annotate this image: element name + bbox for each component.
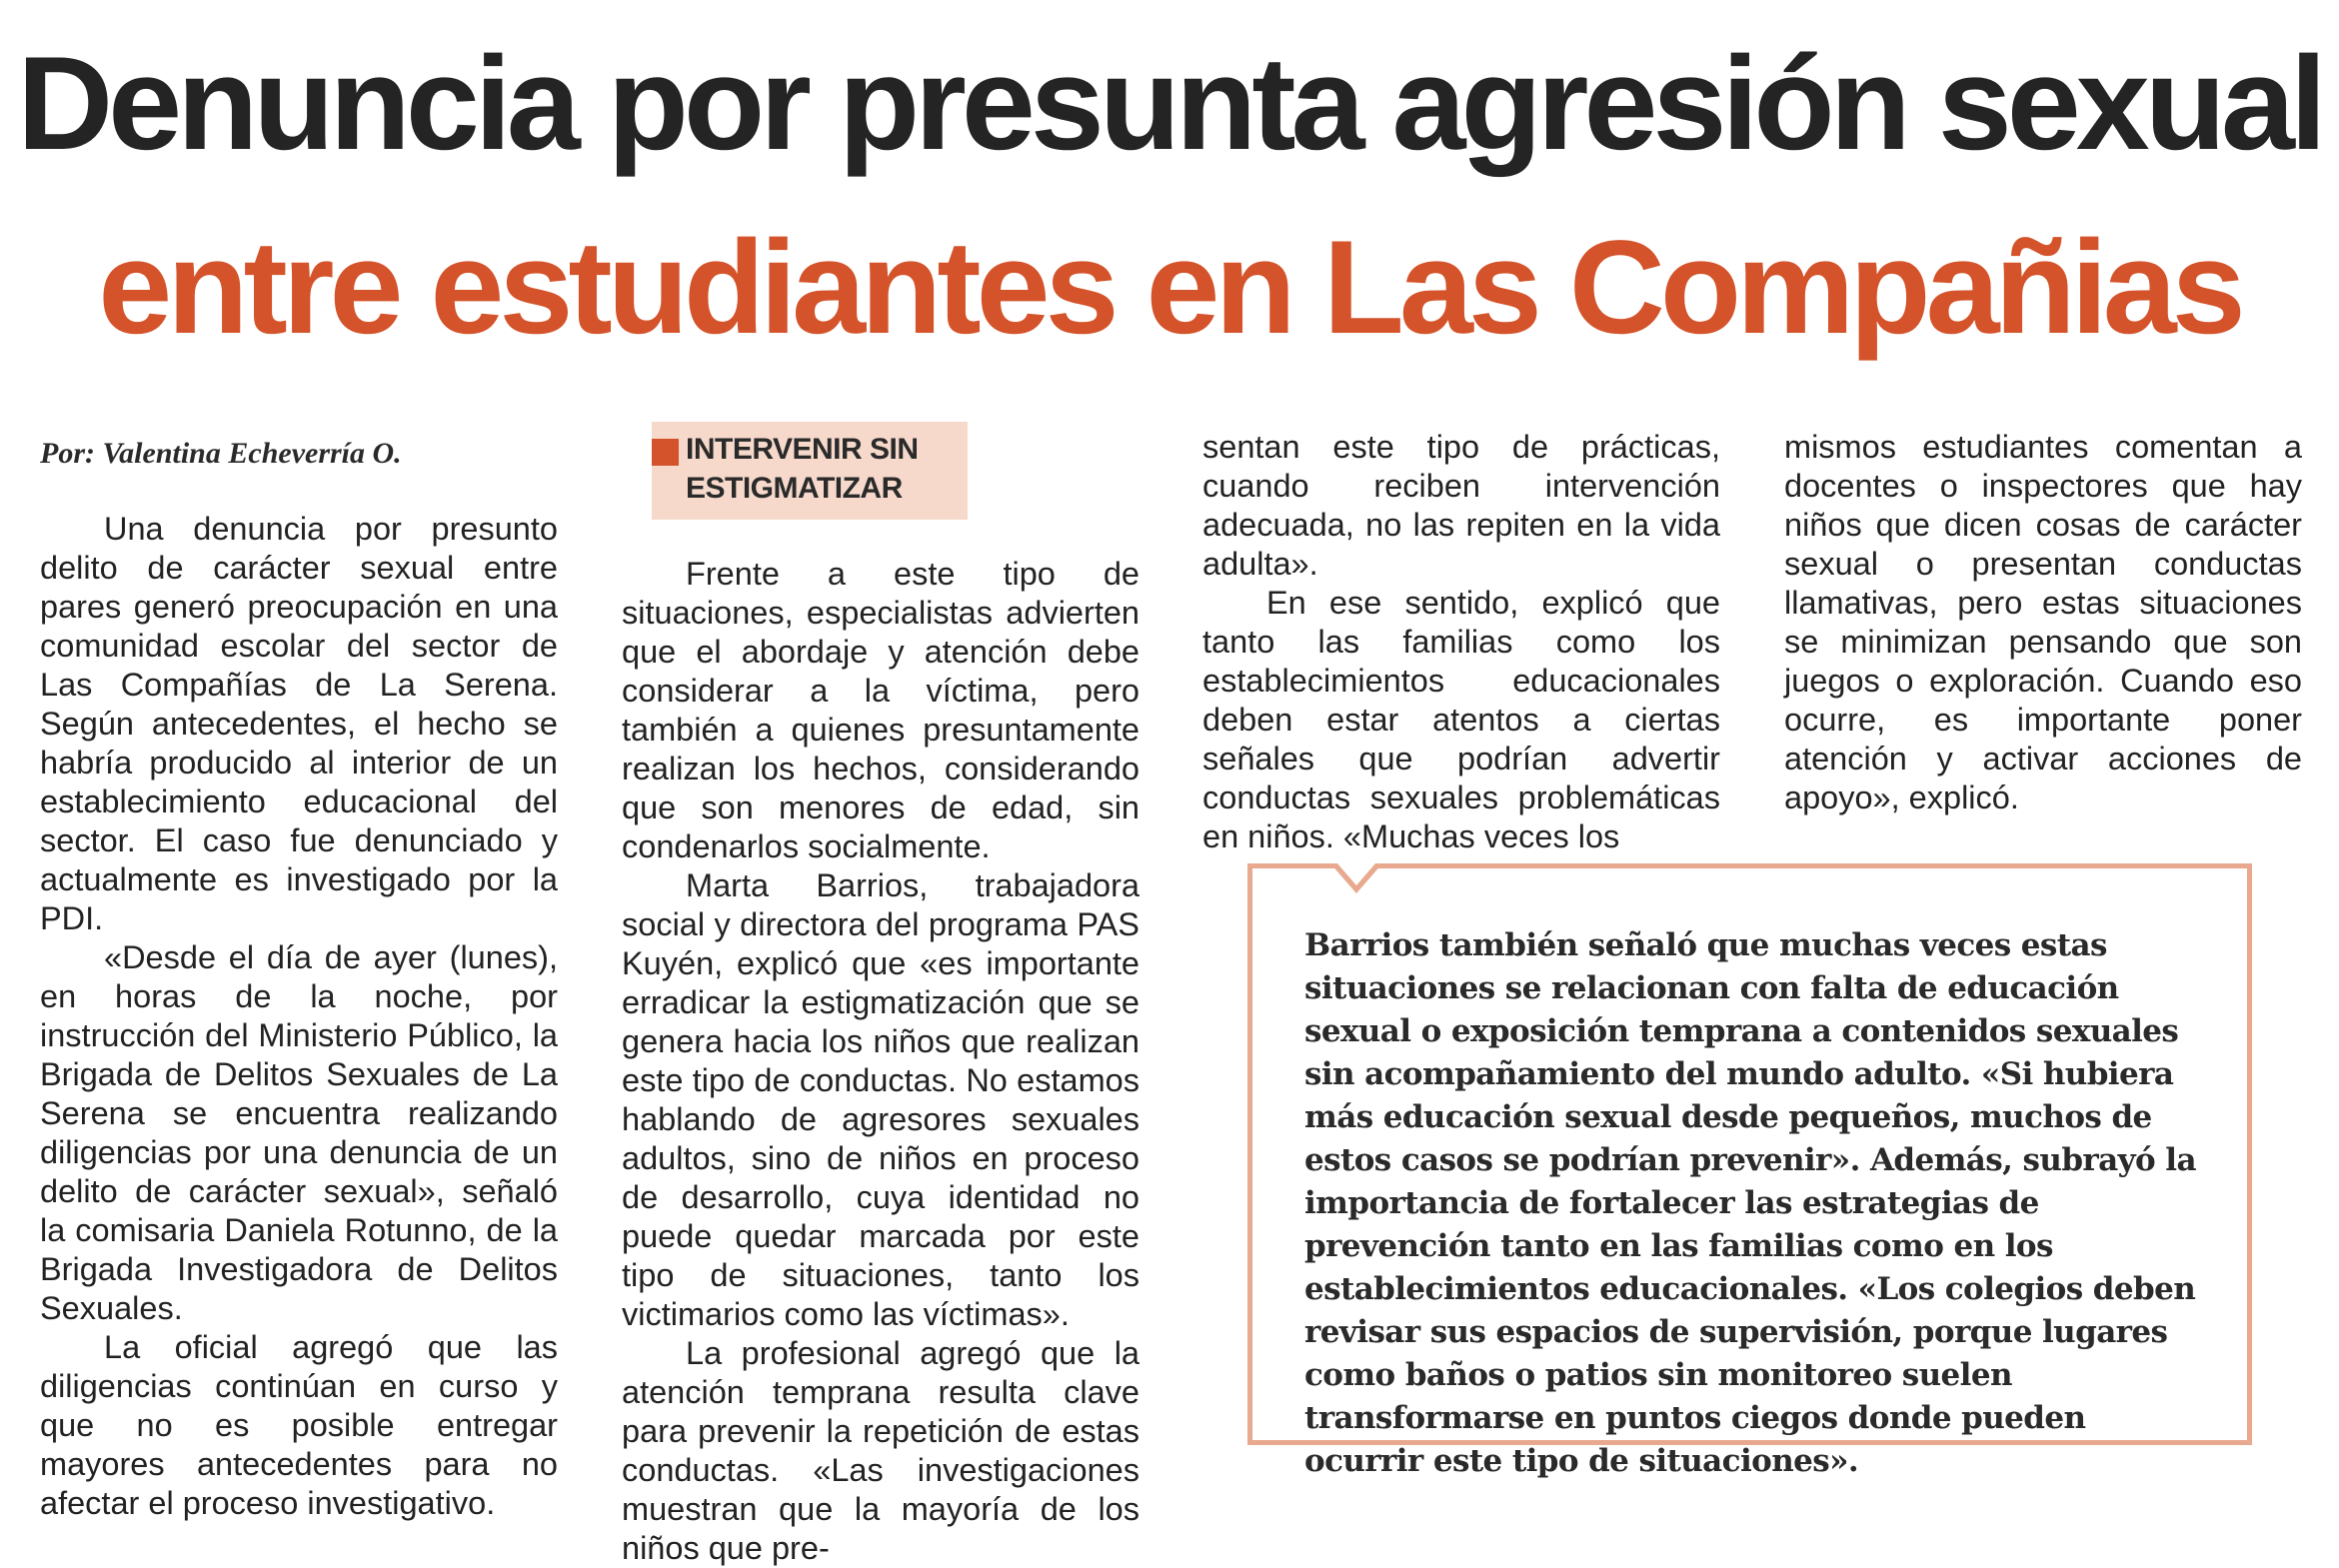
headline-line-1: Denuncia por presunta agresión sexual (17, 30, 2322, 178)
paragraph: La oficial agregó que las diligencias continúan en curso y que no es posible entregar mayores antecedentes para no afectar el proceso investigativo. (40, 1329, 558, 1521)
speech-tail-inner (1337, 863, 1375, 885)
paragraph: Marta Barrios, trabajadora social y directora del programa PAS Kuyén, explicó que «es importante erradicar la estigmatización que se genera hacia los niños que realizan este tipo de conductas. No estamos hablando de agresores sexuales adultos, sino de niños en proceso de desarrollo, cuya identidad no puede quedar marcada por este tipo de situaciones, tanto los victimarios como las víctimas». (622, 867, 1140, 1332)
paragraph: La profesional agregó que la atención temprana resulta clave para prevenir la repetición de estas conductas. «Las investigaciones muestran que la mayoría de los niños que pre- (622, 1335, 1140, 1566)
article-column-2 (622, 555, 1140, 1568)
section-subhead (652, 422, 968, 520)
article-column-1 (40, 510, 558, 1523)
square-bullet-icon (652, 439, 679, 466)
paragraph: Frente a este tipo de situaciones, especialistas advierten que el abordaje y atención debe considerar a la víctima, pero también a quienes presuntamente realizan los hechos, considerando que son menores de edad, sin condenarlos socialmente. (622, 556, 1140, 864)
headline-line-2: entre estudiantes en Las Compañias (98, 214, 2241, 362)
subhead-text: INTERVENIR SIN ESTIGMATIZAR (686, 433, 919, 505)
article-column-3 (1202, 428, 1720, 856)
paragraph: Una denuncia por presunto delito de carácter sexual entre pares generó preocupación en una comunidad escolar del sector de Las Compañías de La Serena. Según antecedentes, el hecho se habría producido al interior de un establecimiento educacional del sector. El caso fue denunciado y actualmente es investigado por la PDI. (40, 511, 558, 936)
paragraph: sentan este tipo de prácticas, cuando reciben intervención adecuada, no las repiten en la vida adulta». (1202, 429, 1720, 582)
quote-box (1247, 863, 2252, 1479)
byline: Por: Valentina Echeverría O. (40, 437, 402, 470)
article-column-4 (1784, 428, 2302, 817)
paragraph: En ese sentido, explicó que tanto las familias como los establecimientos educacionales deben estar atentos a ciertas señales que podrían advertir conductas sexuales problemáticas en niños. «Muchas veces los (1202, 585, 1720, 854)
paragraph: «Desde el día de ayer (lunes), en horas de la noche, por instrucción del Ministerio Público, la Brigada de Delitos Sexuales de La Serena se encuentra realizando diligencias por una denuncia de un delito de carácter sexual», señaló la comisaria Daniela Rotunno, de la Brigada Investigadora de Delitos Sexuales. (40, 939, 558, 1326)
quote-text: Barrios también señaló que muchas veces estas situaciones se relacionan con falta de educación sexual o exposición temprana a contenidos sexuales sin acompañamiento del mundo adulto. «Si hubiera más educación sexual desde pequeños, muchos de estos casos se podrían prevenir». Además, subrayó la importancia de fortalecer las estrategias de prevención tanto en las familias como en los establecimientos educacionales. «Los colegios deben revisar sus espacios de supervisión, porque lugares como baños o patios sin monitoreo suelen transformarse en puntos ciegos donde pueden ocurrir este tipo de situaciones». (1304, 927, 2196, 1479)
paragraph: mismos estudiantes comentan a docentes o inspectores que hay niños que dicen cosas de carácter sexual o presentan conductas llamativas, pero estas situaciones se minimizan pensando que son juegos o exploración. Cuando eso ocurre, es importante poner atención y activar acciones de apoyo», explicó. (1784, 429, 2302, 815)
